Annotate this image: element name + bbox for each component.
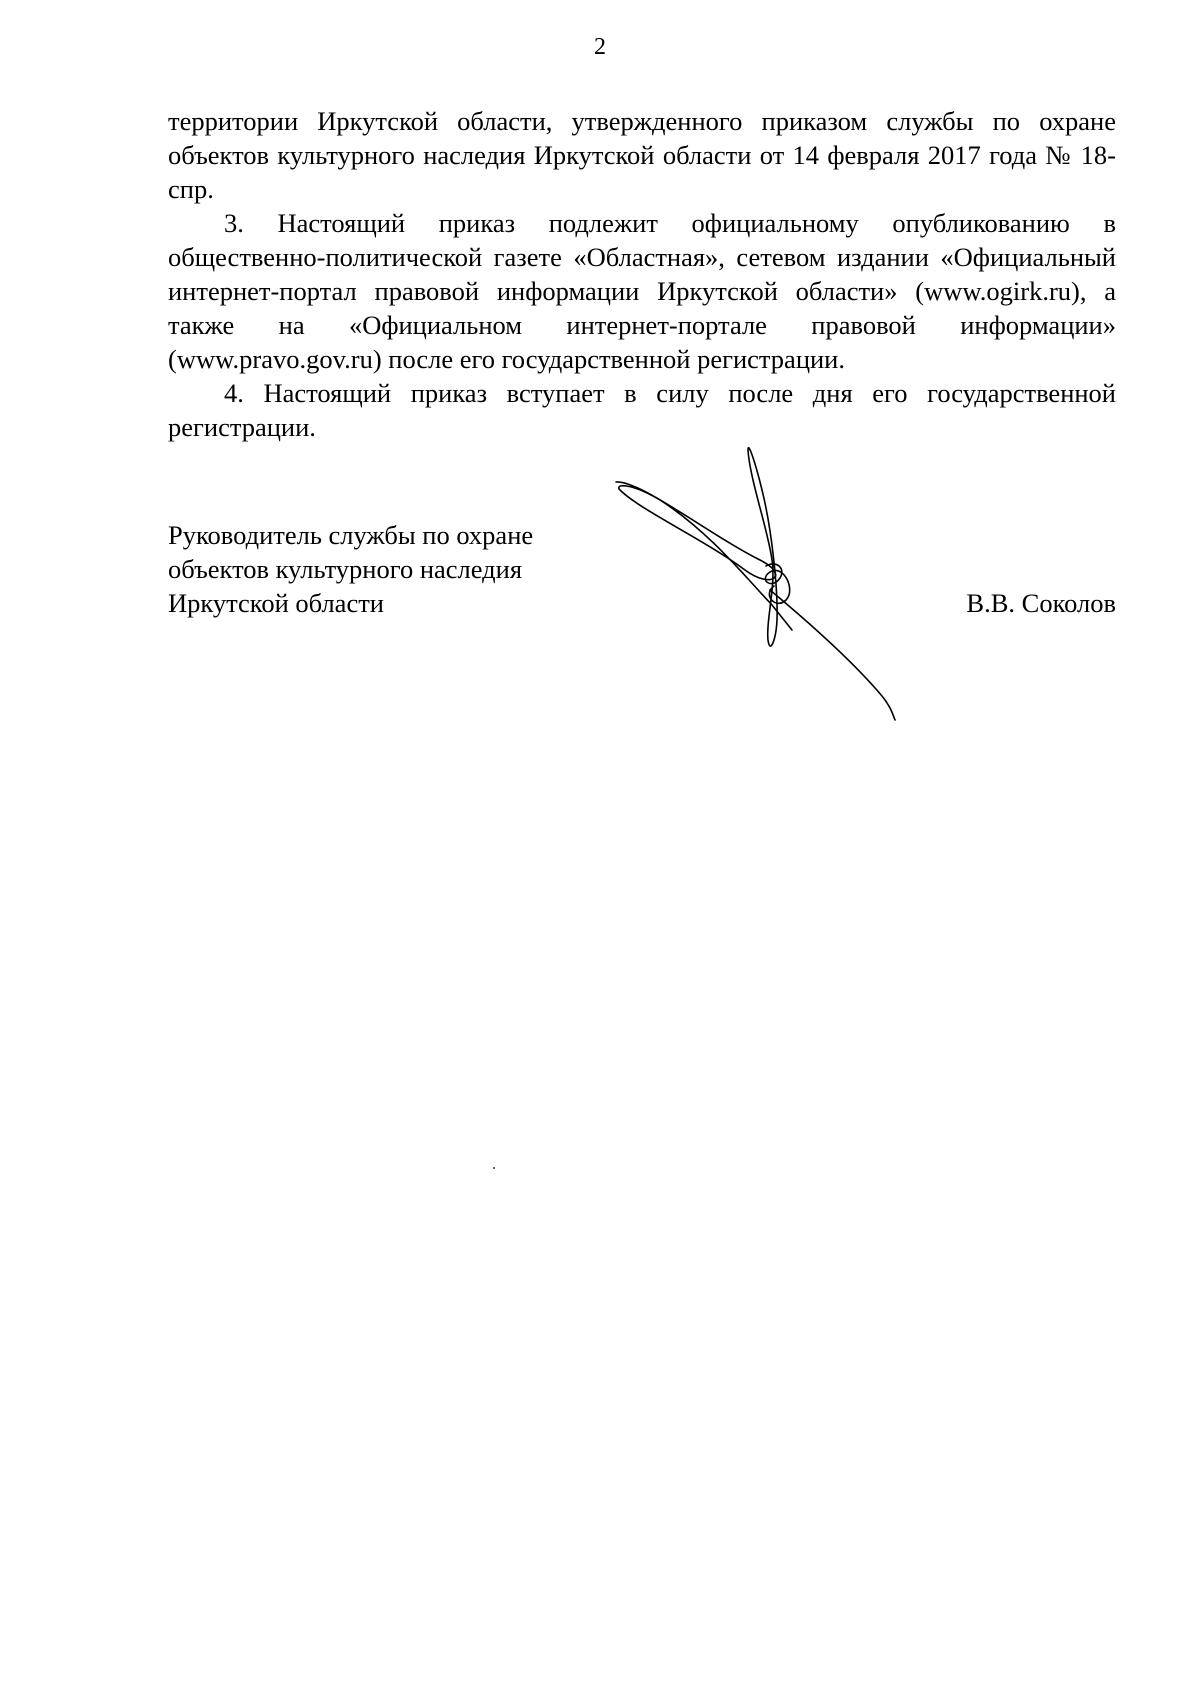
paragraph-item-3-publication: 3. Настоящий приказ подлежит официальному опубликованию в общественно-политической газете «Областная», сетевом издании «Официальный интернет-портал правовой информации Иркутской области» (www.ogirk.ru), а также на «Официальном интернет-портале правовой информации» (www.pravo.gov.ru) после его государственной регистрации.	[168, 208, 1116, 374]
signatory-position-line: объектов культурного наследия	[168, 554, 523, 584]
document-body	[168, 104, 1116, 444]
scan-dot	[493, 1167, 495, 1169]
paragraph-item-4-effective-date: 4. Настоящий приказ вступает в силу после дня его государственной регистрации.	[168, 378, 1116, 442]
signature-stroke	[770, 590, 895, 720]
signer-name: В.В. Соколов	[966, 588, 1116, 618]
handwritten-signature	[600, 440, 920, 730]
signature-stroke	[748, 448, 777, 646]
paragraph-continuation: территории Иркутской области, утвержденного приказом службы по охране объектов культурного наследия Иркутской области от 14 февраля 2017 года № 18-спр.	[168, 106, 1116, 204]
page-number: 2	[594, 34, 606, 60]
signatory-position-line: Руководитель службы по охране	[168, 520, 534, 550]
signatory-position-line: Иркутской области	[168, 588, 384, 618]
